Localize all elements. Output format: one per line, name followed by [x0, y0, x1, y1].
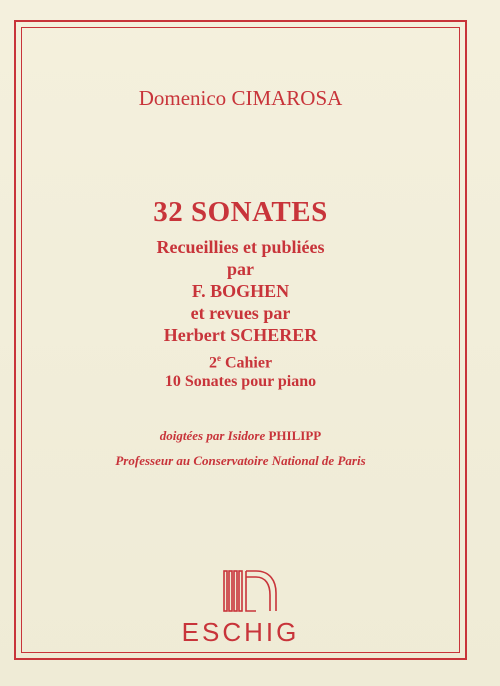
composer-first-name: Domenico — [138, 86, 227, 110]
subtitle-line-1: Recueillies et publiées — [156, 237, 325, 257]
work-title: 32 SONATES — [153, 196, 328, 228]
subtitle-line-3: F. BOGHEN — [191, 281, 290, 301]
subtitle-line-4: et revues par — [190, 303, 291, 323]
cahier-ordinal: e — [216, 353, 221, 363]
sonates-count: 10 Sonates pour piano — [164, 373, 317, 390]
composer-name — [21, 86, 460, 111]
publisher-name: ESCHIG — [181, 617, 300, 647]
subtitle-line-2: par — [227, 259, 254, 279]
fingering-name: PHILIPP — [268, 428, 322, 443]
subtitle-line-5: Herbert SCHERER — [163, 325, 318, 345]
fingering-credit — [21, 428, 460, 444]
eschig-lyre-logo-icon — [216, 567, 282, 613]
cahier-number: 2 — [208, 354, 217, 372]
fingering-prefix: doigtées par Isidore — [159, 428, 266, 443]
professor-credit: Professeur au Conservatoire National de Paris — [115, 453, 366, 468]
cahier-word: Cahier — [224, 354, 273, 372]
cahier-label — [21, 353, 460, 372]
composer-last-name: CIMAROSA — [231, 86, 343, 110]
